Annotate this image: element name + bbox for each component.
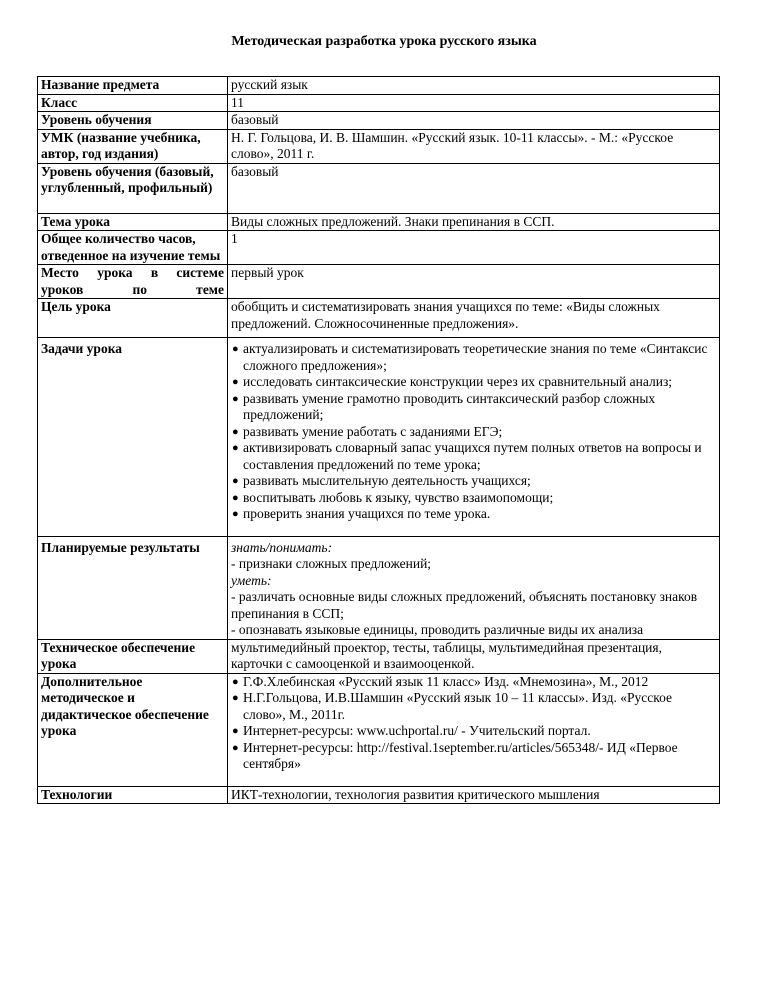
row-label-hours: Общее количество часов, отведенное на изучение темы bbox=[38, 231, 228, 265]
row-value-extra-support bbox=[228, 673, 720, 786]
list-item: ● Н.Г.Гольцова, И.В.Шамшин «Русский язык 10 – 11 классы». Изд. «Русское слово», М., 2011г. bbox=[232, 690, 673, 722]
list-item: ● активизировать словарный запас учащихся путем полных ответов на вопросы и составления предложений по теме урока; bbox=[232, 440, 702, 472]
bullet-icon: ● bbox=[232, 425, 239, 438]
extra-support-list bbox=[231, 674, 716, 773]
bullet-icon: ● bbox=[232, 675, 239, 688]
list-item: ● развивать умение работать с заданиями ЕГЭ; bbox=[232, 423, 503, 439]
bullet-icon: ● bbox=[232, 491, 239, 504]
row-label-tech-support: Техническое обеспечение урока bbox=[38, 639, 228, 673]
bullet-icon: ● bbox=[232, 376, 239, 388]
row-label-technologies: Технологии bbox=[38, 786, 228, 804]
list-item: ● Интернет-ресурсы: www.uchportal.ru/ - Учительский портал. bbox=[232, 723, 591, 738]
table-row bbox=[38, 673, 720, 786]
row-label-level: Уровень обучения bbox=[38, 112, 228, 130]
table-row bbox=[38, 213, 720, 231]
list-item: ● Интернет-ресурсы: http://festival.1september.ru/articles/565348/- ИД «Первое сентября» bbox=[232, 739, 678, 771]
bullet-icon: ● bbox=[232, 692, 239, 704]
tasks-list bbox=[231, 341, 716, 523]
list-item: ● воспитывать любовь к языку, чувство взаимопомощи; bbox=[232, 489, 554, 505]
row-label-tasks: Задачи урока bbox=[38, 338, 228, 537]
row-label-topic: Тема урока bbox=[38, 213, 228, 231]
bullet-icon: ● bbox=[232, 508, 239, 520]
table-row bbox=[38, 112, 720, 130]
document-title: Методическая разработка урока русского языка bbox=[231, 34, 537, 49]
bullet-icon: ● bbox=[232, 392, 239, 405]
can-item: - опознавать языковые единицы, проводить различные виды их анализа bbox=[231, 622, 644, 637]
row-value-umk: Н. Г. Гольцова, И. В. Шамшин. «Русский язык. 10-11 классы». - М.: «Русское слово», 2011 г. bbox=[228, 129, 720, 163]
row-label-level-detailed: Уровень обучения (базовый, углубленный, профильный) bbox=[38, 163, 228, 213]
row-label-extra-support: Дополнительное методическое и дидактическое обеспечение урока bbox=[38, 673, 228, 786]
table-row bbox=[38, 94, 720, 112]
row-label-place: Место урока в системе уроков по теме bbox=[38, 265, 228, 299]
row-value-subject: русский язык bbox=[228, 77, 720, 95]
know-item: - признаки сложных предложений; bbox=[231, 556, 432, 571]
bullet-icon: ● bbox=[232, 343, 239, 355]
row-value-level-detailed: базовый bbox=[228, 163, 720, 213]
bullet-icon: ● bbox=[232, 725, 239, 737]
lesson-plan-table bbox=[37, 76, 720, 804]
table-row bbox=[38, 786, 720, 804]
row-label-goal: Цель урока bbox=[38, 299, 228, 338]
list-item: ● проверить знания учащихся по теме урока. bbox=[232, 506, 491, 521]
row-value-technologies: ИКТ-технологии, технология развития критического мышления bbox=[228, 786, 720, 804]
table-row bbox=[38, 265, 720, 299]
row-value-results bbox=[228, 536, 720, 639]
list-item: ● Г.Ф.Хлебинская «Русский язык 11 класс» Изд. «Мнемозина», М., 2012 bbox=[232, 673, 649, 689]
row-value-tasks bbox=[228, 338, 720, 537]
table-row bbox=[38, 163, 720, 213]
row-value-hours: 1 bbox=[228, 231, 720, 265]
list-item: ● развивать мыслительную деятельность учащихся; bbox=[232, 473, 531, 488]
table-row bbox=[38, 77, 720, 95]
table-row bbox=[38, 231, 720, 265]
row-value-place: первый урок bbox=[228, 265, 720, 299]
bullet-icon: ● bbox=[232, 442, 239, 454]
table-row bbox=[38, 536, 720, 639]
row-label-results: Планируемые результаты bbox=[38, 536, 228, 639]
table-row bbox=[38, 299, 720, 338]
row-value-tech-support: мультимедийный проектор, тесты, таблицы, мультимедийная презентация, карточки с самооценкой и взаимооценкой. bbox=[228, 639, 720, 673]
row-value-goal: обобщить и систематизировать знания учащихся по теме: «Виды сложных предложений. Сложносочиненные предложения». bbox=[228, 299, 720, 338]
row-value-grade: 11 bbox=[228, 94, 720, 112]
table-row bbox=[38, 338, 720, 537]
table-row bbox=[38, 639, 720, 673]
list-item: ● развивать умение грамотно проводить синтаксический разбор сложных предложений; bbox=[232, 390, 656, 422]
list-item: ● актуализировать и систематизировать теоретические знания по теме «Синтаксис сложного предложения»; bbox=[232, 341, 708, 373]
can-heading: уметь: bbox=[231, 572, 272, 588]
bullet-icon: ● bbox=[232, 741, 239, 754]
row-value-level: базовый bbox=[228, 112, 720, 130]
list-item: ● исследовать синтаксические конструкции через их сравнительный анализ; bbox=[232, 374, 673, 389]
can-item: - различать основные виды сложных предложений, объяснять постановку знаков препинания в ССП; bbox=[231, 589, 698, 621]
row-label-subject: Название предмета bbox=[38, 77, 228, 95]
row-value-topic: Виды сложных предложений. Знаки препинания в ССП. bbox=[228, 213, 720, 231]
bullet-icon: ● bbox=[232, 475, 239, 487]
row-label-umk: УМК (название учебника, автор, год издания) bbox=[38, 129, 228, 163]
know-heading: знать/понимать: bbox=[231, 539, 333, 555]
row-label-grade: Класс bbox=[38, 94, 228, 112]
table-row bbox=[38, 129, 720, 163]
